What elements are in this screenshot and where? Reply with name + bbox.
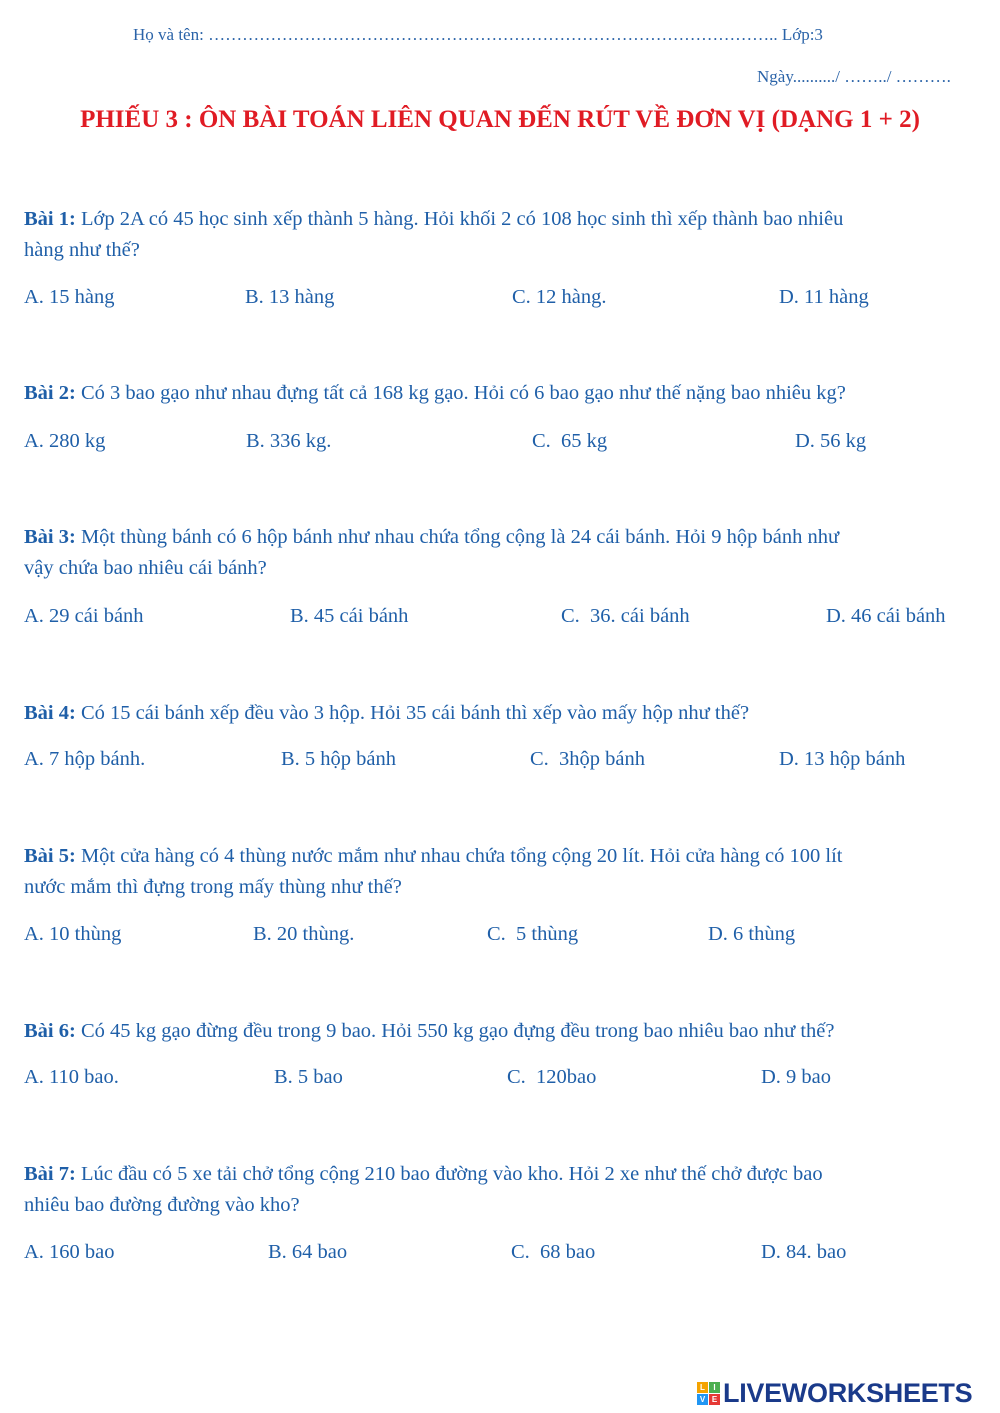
- liveworksheets-logo-icon: [697, 1382, 720, 1405]
- option-d[interactable]: D. 84. bao: [761, 1241, 847, 1263]
- date-line: Ngày........../ ……../ ……….: [757, 67, 951, 86]
- question-label: Bài 7:: [24, 1163, 76, 1185]
- question-label: Bài 3:: [24, 526, 76, 548]
- option-a[interactable]: A. 7 hộp bánh.: [24, 748, 146, 770]
- option-a[interactable]: A. 29 cái bánh: [24, 605, 144, 627]
- question-text-cont: nước mắm thì đựng trong mấy thùng như thế?: [24, 876, 402, 898]
- option-c[interactable]: C. 120bao: [507, 1066, 597, 1088]
- logo-icon-letter: V: [697, 1394, 708, 1405]
- option-b[interactable]: B. 5 bao: [274, 1066, 343, 1088]
- question-3: [24, 522, 979, 584]
- question-4: [24, 698, 979, 729]
- logo-icon-letter: I: [709, 1382, 720, 1393]
- option-c[interactable]: C. 5 thùng: [487, 923, 579, 945]
- option-c[interactable]: C. 65 kg: [532, 430, 608, 452]
- question-text-cont: hàng như thế?: [24, 239, 140, 261]
- option-d[interactable]: D. 46 cái bánh: [826, 605, 946, 627]
- question-text: Có 15 cái bánh xếp đều vào 3 hộp. Hỏi 35 cái bánh thì xếp vào mấy hộp như thế?: [75, 702, 750, 724]
- option-c[interactable]: C. 36. cái bánh: [561, 605, 690, 627]
- option-b[interactable]: B. 336 kg.: [246, 430, 332, 452]
- logo-icon-letter: L: [697, 1382, 708, 1393]
- option-a[interactable]: A. 160 bao: [24, 1241, 115, 1263]
- question-text: Một thùng bánh có 6 hộp bánh như nhau chứa tổng cộng là 24 cái bánh. Hỏi 9 hộp bánh như: [75, 526, 840, 548]
- option-a[interactable]: A. 15 hàng: [24, 286, 115, 308]
- question-label: Bài 5:: [24, 845, 76, 867]
- worksheet-title: PHIẾU 3 : ÔN BÀI TOÁN LIÊN QUAN ĐẾN RÚT VỀ ĐƠN VỊ (DẠNG 1 + 2): [80, 106, 920, 133]
- question-text: Có 45 kg gạo đừng đều trong 9 bao. Hỏi 550 kg gạo đựng đều trong bao nhiêu bao như thế?: [75, 1020, 835, 1042]
- question-label: Bài 6:: [24, 1020, 76, 1042]
- option-c[interactable]: C. 68 bao: [511, 1241, 596, 1263]
- logo-icon-letter: E: [709, 1394, 720, 1405]
- option-d[interactable]: D. 6 thùng: [708, 923, 796, 945]
- question-text: Lớp 2A có 45 học sinh xếp thành 5 hàng. Hỏi khối 2 có 108 học sinh thì xếp thành bao nhiêu: [75, 208, 844, 230]
- question-1: [24, 204, 979, 266]
- option-a[interactable]: A. 280 kg: [24, 430, 106, 452]
- question-label: Bài 2:: [24, 382, 76, 404]
- option-a[interactable]: A. 110 bao.: [24, 1066, 119, 1088]
- option-b[interactable]: B. 64 bao: [268, 1241, 348, 1263]
- name-class-line: Họ và tên: ……………………………………………………………………………………….. Lớp:3: [133, 25, 823, 44]
- question-label: Bài 1:: [24, 208, 76, 230]
- question-text-cont: vậy chứa bao nhiêu cái bánh?: [24, 557, 267, 579]
- option-c[interactable]: C. 3hộp bánh: [530, 748, 646, 770]
- question-5: [24, 841, 979, 903]
- option-c[interactable]: C. 12 hàng.: [512, 286, 607, 308]
- option-b[interactable]: B. 45 cái bánh: [290, 605, 409, 627]
- liveworksheets-logo: [697, 1378, 972, 1408]
- option-d[interactable]: D. 9 bao: [761, 1066, 832, 1088]
- option-d[interactable]: D. 13 hộp bánh: [779, 748, 906, 770]
- logo-text: LIVEWORKSHEETS: [723, 1377, 973, 1408]
- option-b[interactable]: B. 13 hàng: [245, 286, 335, 308]
- option-d[interactable]: D. 56 kg: [795, 430, 867, 452]
- option-d[interactable]: D. 11 hàng: [779, 286, 869, 308]
- question-7: [24, 1159, 979, 1221]
- question-text: Lúc đầu có 5 xe tải chở tổng cộng 210 bao đường vào kho. Hỏi 2 xe như thế chở được bao: [75, 1163, 823, 1185]
- question-text-cont: nhiêu bao đường đường vào kho?: [24, 1194, 300, 1216]
- question-label: Bài 4:: [24, 702, 76, 724]
- option-b[interactable]: B. 5 hộp bánh: [281, 748, 397, 770]
- option-a[interactable]: A. 10 thùng: [24, 923, 122, 945]
- question-2: [24, 378, 979, 409]
- question-text: Có 3 bao gạo như nhau đựng tất cả 168 kg gạo. Hỏi có 6 bao gạo như thế nặng bao nhiêu kg?: [75, 382, 846, 404]
- question-6: [24, 1016, 979, 1047]
- option-b[interactable]: B. 20 thùng.: [253, 923, 355, 945]
- question-text: Một cửa hàng có 4 thùng nước mắm như nhau chứa tổng cộng 20 lít. Hỏi cửa hàng có 100 lít: [75, 845, 843, 867]
